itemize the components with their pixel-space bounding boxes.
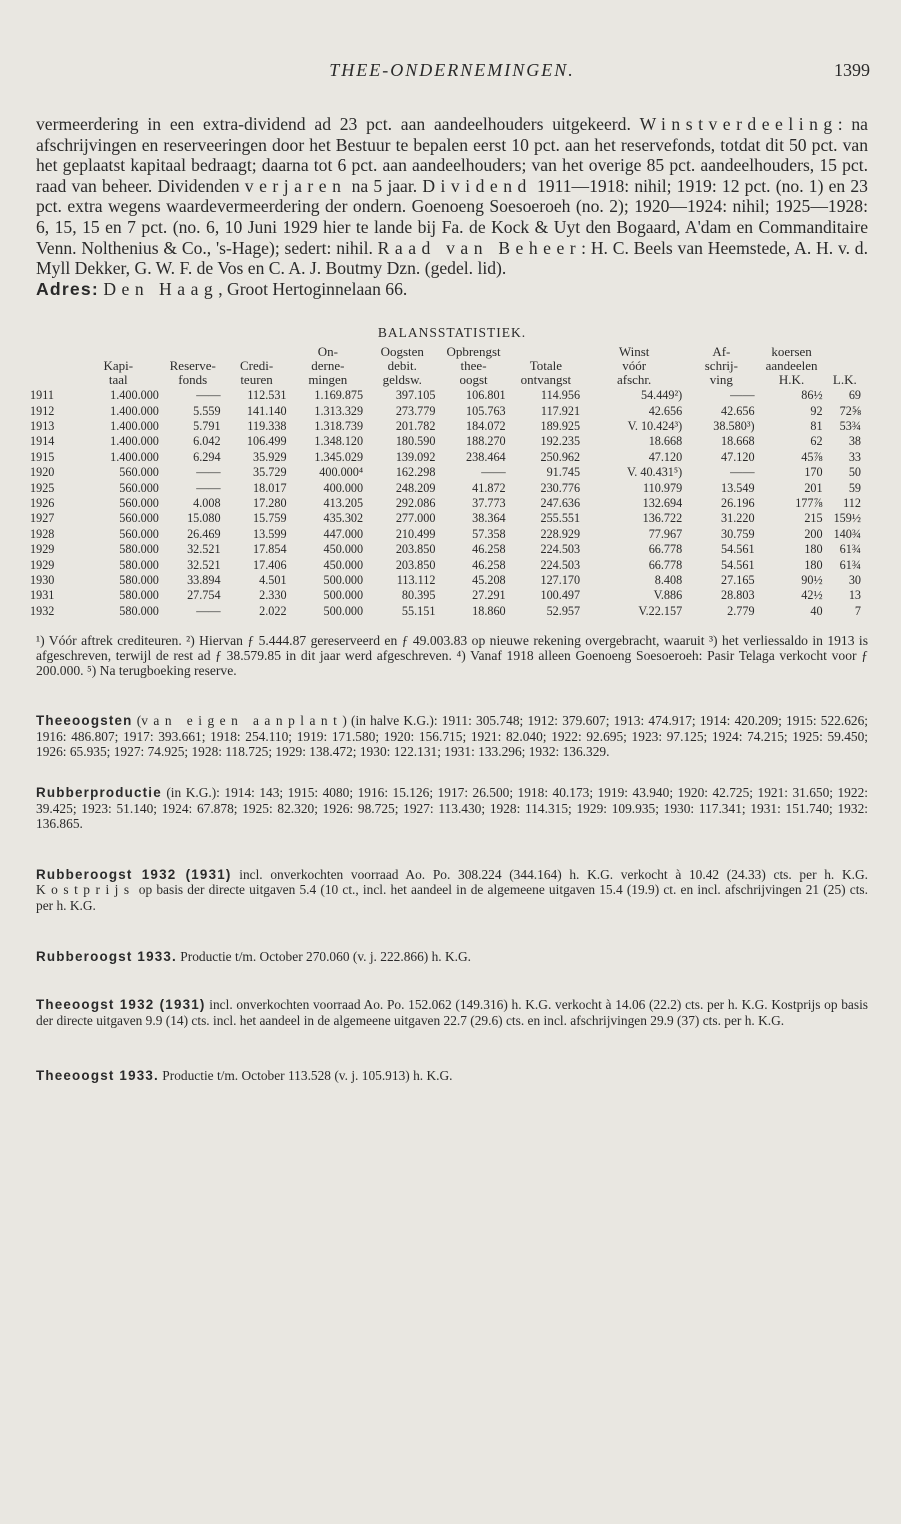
table-body [30,386,864,619]
column-header [30,359,75,373]
table-cell: 4.501 [259,573,287,587]
table-cell: 1.400.000 [110,434,159,449]
text-run: incl. onverkochten voorraad Ao. Po. 152.062 (149.316) h. K.G. verkocht à 14.06 (22.2) cts. per h. K.G. Kostprijs op basis der directe uitgaven 9.9 (14) cts. incl. het aandeel in de algemeene uitgaven 22.7 (29.6) cts. en incl. afschrijvingen 29.9 (37) cts. per h. K.G. [36,997,868,1028]
year-cell: 1911 [30,388,54,403]
company-description [36,114,868,299]
table-cell: 1.400.000 [110,418,159,433]
table-cell: 4.008 [193,495,221,510]
table-cell: 500.000 [323,603,364,618]
column-header: Opbrengst [446,344,501,360]
column-header: H.K. [778,371,805,387]
year-cell: 1915 [30,449,55,464]
table-cell: 80.395 [401,588,436,603]
spaced-term: Den Haag [103,278,219,299]
table-cell: 192.235 [540,434,581,449]
table-cell: 248.209 [395,480,436,495]
column-header: Totale [529,357,563,373]
table-cell: 54.449²) [640,388,683,403]
table-cell: 400.000⁴ [319,465,364,480]
year-cell: 1912 [30,403,55,418]
table-cell: 32.521 [187,557,221,572]
table-cell: 397.105 [395,388,436,403]
text-run: 1911—1918: nihil; 1919: 12 pct. (no. 1) en 23 pct. extra wegens waardevermeerdering der ondern. Goenoeng Soesoeroeh (no. 2); 1920—1924: nihil; 1925—1928: 6, 15, 15 en 7 pct. (no. 6, 10 Juni 1929 hier te lande bij Fa. de Kock & Uyt den Bogaard, A'dam en Commanditaire Venn. Nolthenius & Co., 's-Hage); sedert: nihil. [36,175,868,258]
table-cell: 250.962 [540,449,581,464]
table-cell: 1.400.000 [110,388,159,403]
rubber-harvest-1933-block [36,949,868,965]
table-cell: 38.364 [472,511,506,526]
table-cell: —— [196,480,221,495]
year-cell: 1926 [30,495,55,510]
section-heading: Theeoogst 1933. [36,1068,159,1084]
footnotes: ¹) Vóór aftrek crediteuren. ²) Hiervan ƒ 5.444.87 gereserveerd en ƒ 49.003.83 op nieuwe rekening overgebracht, waaruit ³) het verliessaldo in 1913 is afgeschreven, terwijl de rest ad ƒ 38.579.85 in dit jaar werd afgeschreven. ⁴) Vanaf 1918 alleen Goenoeng Soesoeroeh: Pasir Telaga verkocht voor ƒ 200.000. ⁵) Na terugboeking reserve. [36,633,868,679]
table-cell: 91.745 [546,465,581,480]
column-header [162,345,224,359]
table-cell: 170 [804,465,823,480]
rubber-production-block [36,785,868,832]
table-cell: —— [196,603,221,618]
table-cell: 46.258 [472,542,506,557]
table-cell: 413.205 [323,495,364,510]
table-cell: 500.000 [323,573,364,587]
year-cell: 1913 [30,418,55,433]
section-heading: Rubberproductie [36,785,162,800]
column-header: derne- [311,357,345,373]
table-cell: 92 [810,403,823,418]
table-cell: 30.759 [721,526,755,541]
table-row [30,419,864,434]
table-cell: 580.000 [119,557,159,572]
table-row [30,450,864,465]
column-header: thee- [460,357,487,373]
table-cell: 61¾ [839,557,861,572]
column-header: Reserve- [169,357,216,373]
text-run: vermeerdering in een extra-dividend ad 23 pct. aan aandeelhouders uitgekeerd. [36,114,640,134]
table-cell: 450.000 [323,557,364,572]
table-cell: 203.850 [395,542,436,557]
table-cell: —— [196,388,221,403]
table-cell: 81 [810,418,823,433]
table-cell: 400.000 [323,480,364,495]
table-cell: 69 [848,388,861,403]
tea-harvest-1933-block [36,1068,868,1084]
table-cell: 2.330 [259,588,287,603]
table-cell: 224.503 [540,557,581,572]
tea-harvests-block [36,713,868,760]
table-cell: 45.208 [472,573,506,587]
table-cell: 18.668 [721,434,755,449]
table-cell: 15.080 [187,511,221,526]
table-cell: —— [730,388,755,403]
rubber-harvest-1932-text [36,867,868,914]
table-cell: 35.729 [253,465,287,480]
header-row [30,345,864,359]
table-cell: 7 [854,603,861,618]
table-cell: 33.894 [187,573,221,587]
year-cell: 1929 [30,557,55,572]
table-cell: 560.000 [119,526,159,541]
column-header: fonds [178,371,208,387]
table-row [30,573,864,588]
column-header: L.K. [832,371,857,387]
table-cell: V. 40.431⁵) [627,465,683,480]
year-cell: 1930 [30,573,55,587]
table-cell: 1.348.120 [314,434,364,449]
table-cell: 238.464 [466,449,506,464]
table-cell: 230.776 [540,480,581,495]
table-cell: 38 [848,434,861,449]
table-cell: 450.000 [323,542,364,557]
table-row [30,481,864,496]
table-cell: 90½ [801,573,823,587]
table-cell: 5.559 [193,403,221,418]
text-run: ) (in halve K.G.): 1911: 305.748; 1912: 379.607; 1913: 474.917; 1914: 420.209; 1915: 522.626; 1916: 486.807; 1917: 393.661; 1918: 254.110; 1919: 171.580; 1920: 156.715; 1921: 82.040; 1922: 92.695; 1923: 97.125; 1924: 74.215; 1925: 59.450; 1926: 65.935; 1927: 74.925; 1928: 118.725; 1929: 138.472; 1930: 122.131; 1931: 133.296; 1932: 136.329. [36,713,868,760]
table-cell: —— [481,465,506,480]
table-cell: 215 [804,511,823,526]
section-heading: Rubberoogst 1932 (1931) [36,866,232,882]
table-row [30,511,864,526]
year-cell: 1927 [30,511,55,526]
table-cell: 13.599 [253,526,287,541]
column-header: mingen [308,371,348,387]
table-cell: 180 [804,542,823,557]
tea-harvest-1933-text [36,1068,868,1084]
year-cell: 1931 [30,588,55,603]
table-cell: 140¾ [833,526,861,541]
column-header [75,345,162,359]
table-cell: 119.338 [247,418,287,433]
table-cell: 228.929 [540,526,581,541]
table-cell: 106.801 [466,388,506,403]
column-header: afschr. [617,371,652,387]
column-header: debit. [387,357,417,373]
table-cell: 139.092 [395,449,436,464]
table-cell: 560.000 [119,480,159,495]
table-cell: 26.196 [721,495,755,510]
table-cell: 106.499 [246,434,287,449]
table-row [30,604,864,619]
table-cell: 292.086 [395,495,436,510]
table-cell: 37.773 [472,495,506,510]
tea-harvests-text [36,713,868,760]
table-cell: 5.791 [193,418,221,433]
table-cell: 255.551 [540,511,581,526]
address-line [36,279,868,300]
tea-harvest-1932-block [36,997,868,1028]
table-cell: —— [196,465,221,480]
table-cell: 40 [810,603,823,618]
table-row [30,527,864,542]
table-cell: 72⅝ [839,403,861,418]
spaced-term: Raad van Beheer [377,237,582,258]
spaced-term: Winstverdeeling [639,114,838,134]
table-row [30,434,864,449]
column-header: schrij- [704,357,738,373]
table-cell: 447.000 [323,526,364,541]
table-cell: 180.590 [395,434,436,449]
table-cell: 132.694 [642,495,683,510]
table-cell: 38.580³) [713,418,755,433]
table-cell: 33 [848,449,861,464]
column-header: Oogsten [380,344,424,360]
column-header: taal [108,371,128,387]
table-cell: 28.803 [721,588,755,603]
table-cell: 59 [848,480,861,495]
table-cell: 57.358 [472,526,506,541]
column-header: On- [317,344,338,360]
table-cell: 42.656 [721,403,755,418]
table-cell: 136.722 [642,511,683,526]
table-cell: 6.294 [193,449,221,464]
table-cell: 61¾ [839,542,861,557]
table-cell: 127.170 [540,573,581,587]
table-cell: 277.000 [395,511,436,526]
table-cell: 18.668 [648,434,683,449]
text-run: (in K.G.): 1914: 143; 1915: 4080; 1916: 15.126; 1917: 26.500; 1918: 40.173; 1919: 43.940; 1920: 42.725; 1921: 31.650; 1922: 39.425; 1923: 51.140; 1924: 67.878; 1925: 82.320; 1926: 98.725; 1927: 113.430; 1928: 114.315; 1929: 109.935; 1930: 117.341; 1931: 151.740; 1932: 136.865. [36,785,868,832]
header-row [30,373,864,387]
table-cell: 30 [848,573,861,587]
table-cell: 52.957 [546,603,581,618]
table-cell: 580.000 [119,603,159,618]
column-header [509,345,583,359]
year-cell: 1914 [30,434,55,449]
table-row [30,404,864,419]
section-heading: Rubberoogst 1933. [36,948,177,964]
table-cell: 17.280 [253,495,287,510]
table-cell: 41.872 [472,480,506,495]
table-cell: 560.000 [119,465,159,480]
year-cell: 1928 [30,526,55,541]
text-run: ( [132,713,142,729]
table-cell: 159½ [833,511,861,526]
column-header: teuren [240,371,273,387]
table-cell: 8.408 [654,573,683,587]
column-header: Winst [618,344,650,360]
table-cell: 42½ [801,588,823,603]
table-cell: 273.779 [395,403,436,418]
table-cell: 201 [804,480,823,495]
balance-statistics-title: BALANSSTATISTIEK. [377,325,527,341]
text-run: Productie t/m. October 270.060 (v. j. 222.866) h. K.G. [176,948,472,964]
year-cell: 1929 [30,542,55,557]
table-cell: 200 [804,526,823,541]
table-cell: 45⅞ [801,449,823,464]
document-page [30,58,870,1084]
column-header: ontvangst [520,371,572,387]
table-cell: 210.499 [395,526,436,541]
column-header: Credi- [239,357,274,373]
spaced-term: verjaren [244,175,347,196]
table-cell: 32.521 [187,542,221,557]
table-cell: 86½ [801,388,823,403]
table-cell: 27.291 [472,588,506,603]
table-cell: 1.318.739 [314,418,364,433]
table-cell: 189.925 [540,418,581,433]
text-run: na 5 jaar. [346,175,423,196]
table-cell: 47.120 [721,449,755,464]
balance-statistics-table [30,345,864,619]
tea-harvest-1932-text [36,997,868,1028]
table-row [30,542,864,557]
table-cell: 560.000 [119,495,159,510]
table-row [30,465,864,480]
table-cell: V. 10.424³) [627,418,683,433]
table-cell: 62 [810,434,823,449]
table-cell: 17.854 [253,542,287,557]
table-cell: 15.759 [253,511,287,526]
table-cell: 560.000 [119,511,159,526]
rubber-production-text [36,785,868,832]
table-cell: 54.561 [721,557,755,572]
table-cell: —— [730,465,755,480]
text-run: op basis der directe uitgaven 5.4 (10 ct., incl. het aandeel in de algemeene uitgaven 15.4 (19.9) ct. en incl. afschrijvingen 21 (25) cts. per h. K.G. [36,882,868,913]
table-cell: 114.956 [540,388,581,403]
section-heading: Theeoogsten [36,713,133,729]
table-cell: 435.302 [323,511,364,526]
table-cell: 1.169.875 [314,388,364,403]
section-heading: Theeoogst 1932 (1931) [36,997,206,1013]
table-cell: 500.000 [323,588,364,603]
table-cell: 46.258 [472,557,506,572]
table-row [30,558,864,573]
column-header: vóór [622,357,647,373]
table-cell: 54.561 [721,542,755,557]
text-run: : na afschrijvingen en reserveeringen door het Bestuur te bepalen eerst 10 pct. aan het reservefonds, totdat dit 50 pct. van het geplaatst kapitaal bedraagt; daarna tot 6 pct. aan aandeelhouders; van het overige 85 pct. aandeelhouders, 15 pct. raad van beheer. Dividenden [36,114,868,196]
table-cell: 100.497 [540,588,581,603]
column-header: Af- [712,344,731,360]
table-cell: 42.656 [648,403,683,418]
intro-paragraph [36,114,868,279]
table-cell: 55.151 [401,603,436,618]
table-cell: 224.503 [540,542,581,557]
text-run: , Groot Hertoginnelaan 66. [218,278,408,299]
table-row [30,386,864,403]
table-cell: 580.000 [119,542,159,557]
running-header [36,58,868,92]
page-number: 1399 [834,60,870,80]
table-cell: 112.531 [247,388,287,403]
table-cell: 580.000 [119,588,159,603]
year-cell: 1925 [30,480,55,495]
column-header: oogst [459,371,488,387]
section-heading: Adres: [36,278,99,299]
year-cell: 1932 [30,603,55,618]
table-row [30,588,864,603]
table-cell: 113.112 [396,573,436,587]
table-cell: 6.042 [193,434,221,449]
table-row [30,496,864,511]
table-cell: 177⅞ [795,495,823,510]
table-cell: 141.140 [246,403,287,418]
table-cell: 47.120 [648,449,683,464]
table-header [30,345,864,386]
table-cell: 1.400.000 [110,403,159,418]
spaced-term: Dividend [422,175,532,196]
table-cell: 31.220 [721,511,755,526]
table-cell: 105.763 [466,403,506,418]
column-header: Kapi- [103,357,134,373]
table-cell: 1.400.000 [110,449,159,464]
table-cell: V.22.157 [638,603,683,618]
text-run: : H. C. Beels van Heemstede, A. H. v. d. Myll Dekker, G. W. F. de Vos en C. A. J. Boutmy Dzn. (gedel. lid). [36,237,868,279]
table-cell: 117.921 [540,403,581,418]
column-header: ving [709,371,733,387]
table-cell: 2.022 [259,603,287,618]
spaced-term: Kostprijs [36,882,135,898]
column-header [30,345,75,359]
table-cell: 2.779 [727,603,755,618]
column-header: geldsw. [382,371,422,387]
column-header: koersen [771,344,812,360]
table-cell: 66.778 [648,542,683,557]
table-cell: 26.469 [187,526,221,541]
table-cell: 180 [804,557,823,572]
table-cell: 18.860 [472,603,506,618]
text-run: Productie t/m. October 113.528 (v. j. 105.913) h. K.G. [158,1068,453,1084]
column-header [224,345,290,359]
year-cell: 1920 [30,465,55,480]
table-cell: 110.979 [643,480,683,495]
table-cell: 201.782 [395,418,436,433]
text-run: incl. onverkochten voorraad Ao. Po. 308.224 (344.164) h. K.G. verkocht à 10.42 (24.33) cts. per h. K.G. [231,866,868,882]
column-header [826,345,864,359]
table-cell: 112 [843,495,861,510]
table-cell: 77.967 [648,526,683,541]
table-cell: 27.165 [721,573,755,587]
table-cell: 50 [848,465,861,480]
spaced-term: van eigen aanplant [141,713,343,729]
table-cell: 247.636 [540,495,581,510]
table-cell: 203.850 [395,557,436,572]
page-title: THEE-ONDERNEMINGEN. [329,60,575,80]
table-cell: 1.345.029 [314,449,364,464]
header-row [30,359,864,373]
table-cell: 27.754 [187,588,221,603]
table-cell: 184.072 [466,418,506,433]
rubber-harvest-1933-text [36,949,868,965]
table-cell: V.886 [653,588,683,603]
table-cell: 13.549 [721,480,755,495]
rubber-harvest-1932-block [36,867,868,914]
table-cell: 162.298 [395,465,436,480]
table-cell: 580.000 [119,573,159,587]
table-cell: 66.778 [648,557,683,572]
table-cell: 17.406 [253,557,287,572]
table-cell: 18.017 [253,480,287,495]
column-header [30,373,75,387]
column-header [826,359,864,373]
table-cell: 1.313.329 [314,403,364,418]
table-cell: 35.929 [253,449,287,464]
table-cell: 188.270 [466,434,506,449]
table-cell: 13 [848,588,861,603]
column-header: aandeelen [765,357,818,373]
table-cell: 53¾ [839,418,861,433]
